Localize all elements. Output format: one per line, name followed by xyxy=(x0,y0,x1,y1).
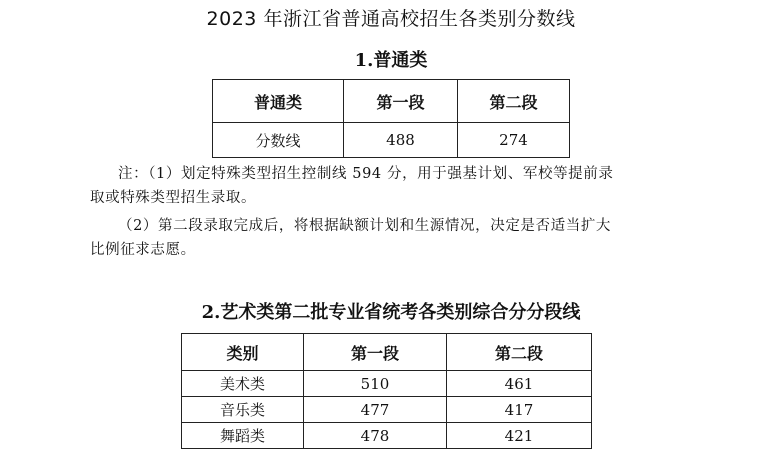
general-score-table xyxy=(212,79,570,158)
table-header-cell: 第二段 xyxy=(458,80,570,123)
table-cell: 美术类 xyxy=(182,371,304,397)
table-row xyxy=(182,371,592,397)
table-cell: 274 xyxy=(458,123,570,158)
table-cell: 478 xyxy=(304,423,447,449)
document-title: 2023 年浙江省普通高校招生各类别分数线 xyxy=(206,8,576,30)
note-2-line-1: （2）第二段录取完成后，将根据缺额计划和生源情况，决定是否适当扩大 xyxy=(118,218,612,234)
table-cell: 510 xyxy=(304,371,447,397)
table-cell: 417 xyxy=(447,397,592,423)
note-2-line-2: 比例征求志愿。 xyxy=(90,242,196,258)
section1-heading: 1.普通类 xyxy=(354,50,428,71)
table-cell: 音乐类 xyxy=(182,397,304,423)
table-header-row xyxy=(182,334,592,371)
note-1-line-1: 注：（1）划定特殊类型招生控制线 594 分，用于强基计划、军校等提前录 xyxy=(118,166,614,182)
art-score-table xyxy=(181,333,592,449)
table-cell: 488 xyxy=(344,123,458,158)
table-cell: 421 xyxy=(447,423,592,449)
table-cell: 舞蹈类 xyxy=(182,423,304,449)
table-header-cell: 第一段 xyxy=(344,80,458,123)
table-cell: 477 xyxy=(304,397,447,423)
table-header-cell: 普通类 xyxy=(213,80,344,123)
table-header-cell: 第二段 xyxy=(447,334,592,371)
note-1-line-2: 取或特殊类型招生录取。 xyxy=(90,190,257,206)
table-cell: 分数线 xyxy=(213,123,344,158)
table-cell: 461 xyxy=(447,371,592,397)
table-row xyxy=(213,123,570,158)
table-row xyxy=(182,397,592,423)
note-2 xyxy=(90,214,700,262)
section2-heading: 2.艺术类第二批专业省统考各类别综合分分段线 xyxy=(201,302,581,323)
table-row xyxy=(182,423,592,449)
table-header-cell: 类别 xyxy=(182,334,304,371)
table-header-cell: 第一段 xyxy=(304,334,447,371)
table-header-row xyxy=(213,80,570,123)
note-1 xyxy=(90,162,700,210)
